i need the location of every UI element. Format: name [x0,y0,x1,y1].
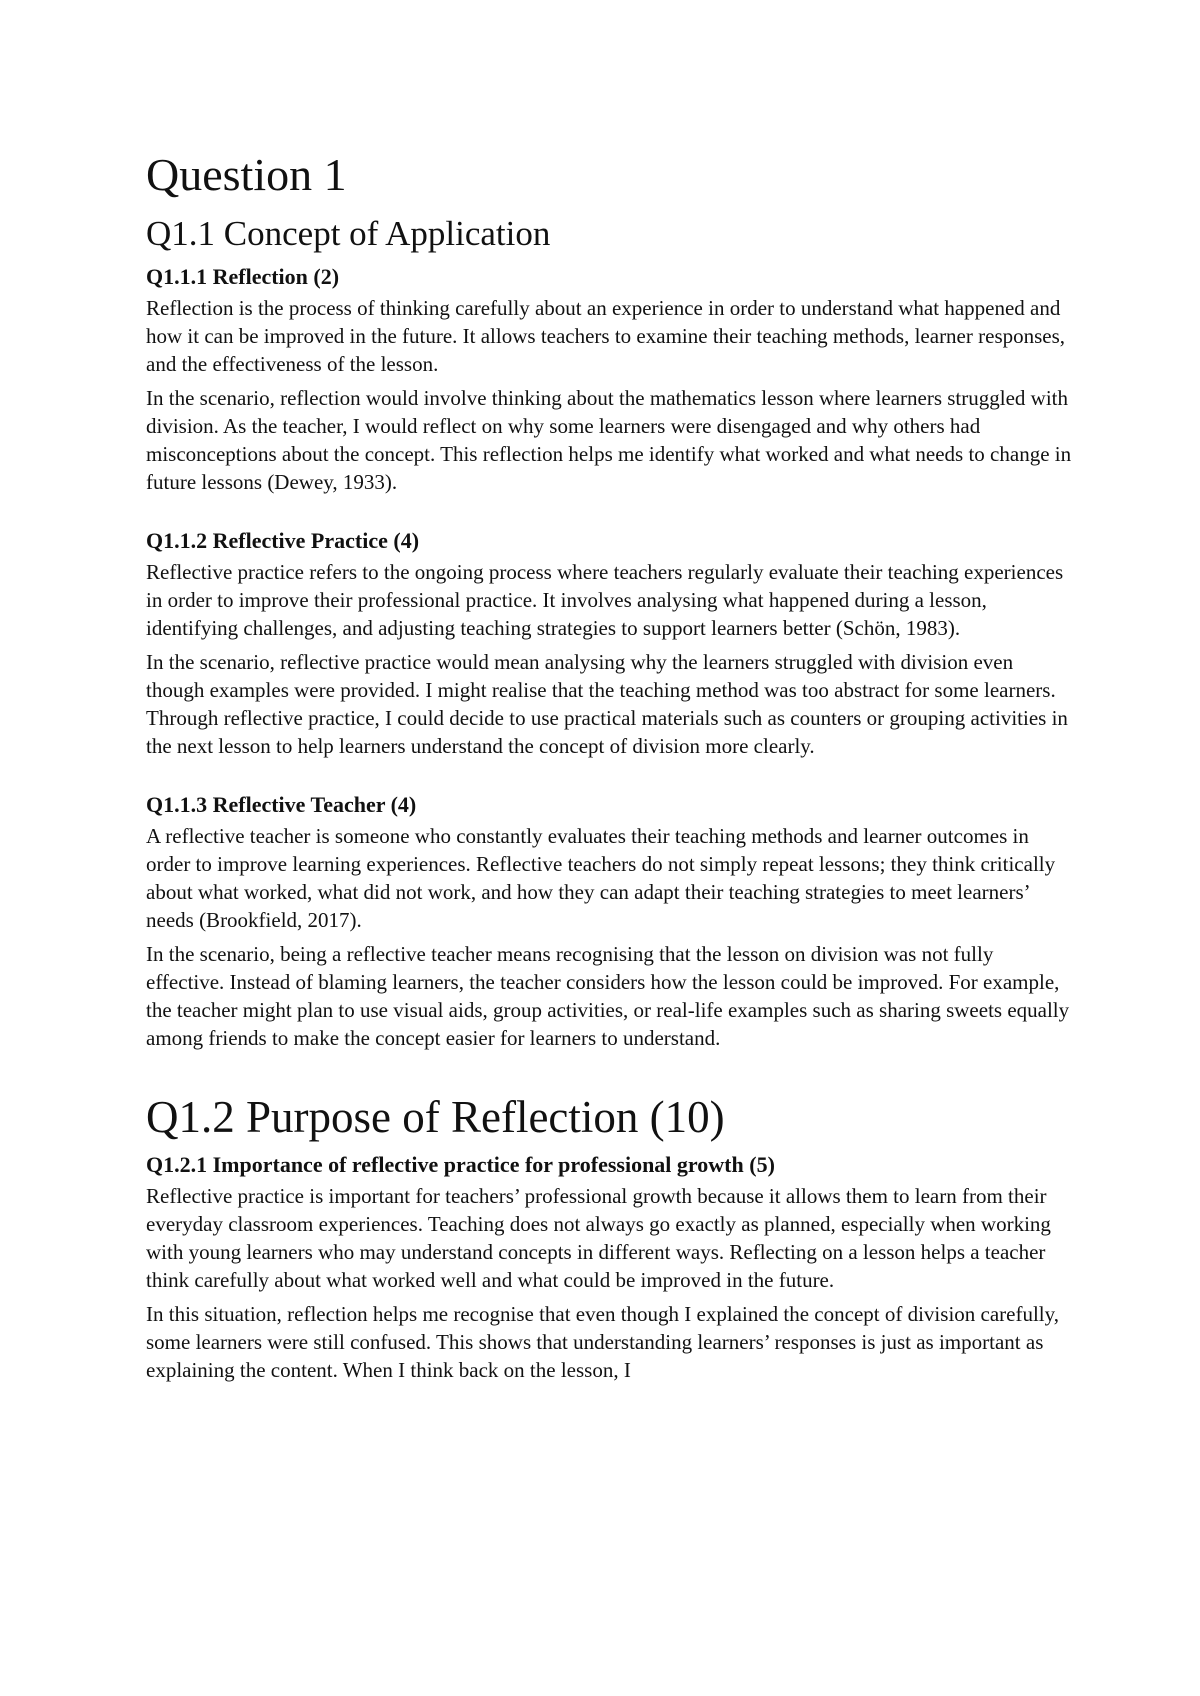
paragraph: A reflective teacher is someone who constantly evaluates their teaching methods and learner outcomes in order to improve learning experiences. Reflective teachers do not simply repeat lessons; they think critically about what worked, what did not work, and how they can adapt their teaching strategies to meet learners’ needs (Brookfield, 2017). [146,824,1056,932]
paragraph: In this situation, reflection helps me recognise that even though I explained the concept of division carefully, some learners were still confused. This shows that understanding learners’ responses is just as important as explaining the content. When I think back on the lesson, I [146,1302,1060,1382]
paragraph: In the scenario, being a reflective teacher means recognising that the lesson on division was not fully effective. Instead of blaming learners, the teacher considers how the lesson could be improved. For example, the teacher might plan to use visual aids, group activities, or real-life examples such as sharing sweets equally among friends to make the concept easier for learners to understand. [146,942,1070,1050]
paragraph: In the scenario, reflective practice would mean analysing why the learners struggled with division even though examples were provided. I might realise that the teaching method was too abstract for some learners. Through reflective practice, I could decide to use practical materials such as counters or grouping activities in the next lesson to help learners understand the concept of division more clearly. [146,650,1068,758]
paragraph: Reflection is the process of thinking carefully about an experience in order to understand what happened and how it can be improved in the future. It allows teachers to examine their teaching methods, learner responses, and the effectiveness of the lesson. [146,296,1066,376]
paragraph: Reflective practice refers to the ongoing process where teachers regularly evaluate their teaching experiences in order to improve their professional practice. It involves analysing what happened during a lesson, identifying challenges, and adjusting teaching strategies to support learners better (Schön, 1983). [146,560,1064,640]
paragraph: Reflective practice is important for teachers’ professional growth because it allows them to learn from their everyday classroom experiences. Teaching does not always go exactly as planned, especially when working with young learners who may understand concepts in different ways. Reflecting on a lesson helps a teacher think carefully about what worked well and what could be improved in the future. [146,1184,1051,1292]
page-title: Question 1 [146,149,347,200]
section-heading-concept-of-application: Q1.1 Concept of Application [146,214,551,253]
document-page [146,148,1076,1390]
subheading-reflection: Q1.1.1 Reflection (2) [146,264,340,289]
paragraph: In the scenario, reflection would involve thinking about the mathematics lesson where learners struggled with division. As the teacher, I would reflect on why some learners were disengaged and why others had misconceptions about the concept. This reflection helps me identify what worked and what needs to change in future lessons (Dewey, 1933). [146,386,1072,494]
section-heading-purpose-of-reflection: Q1.2 Purpose of Reflection (10) [146,1092,725,1142]
subheading-importance-of-reflective-practice: Q1.2.1 Importance of reflective practice for professional growth (5) [146,1152,775,1177]
subheading-reflective-teacher: Q1.1.3 Reflective Teacher (4) [146,792,417,817]
subheading-reflective-practice: Q1.1.2 Reflective Practice (4) [146,528,420,553]
